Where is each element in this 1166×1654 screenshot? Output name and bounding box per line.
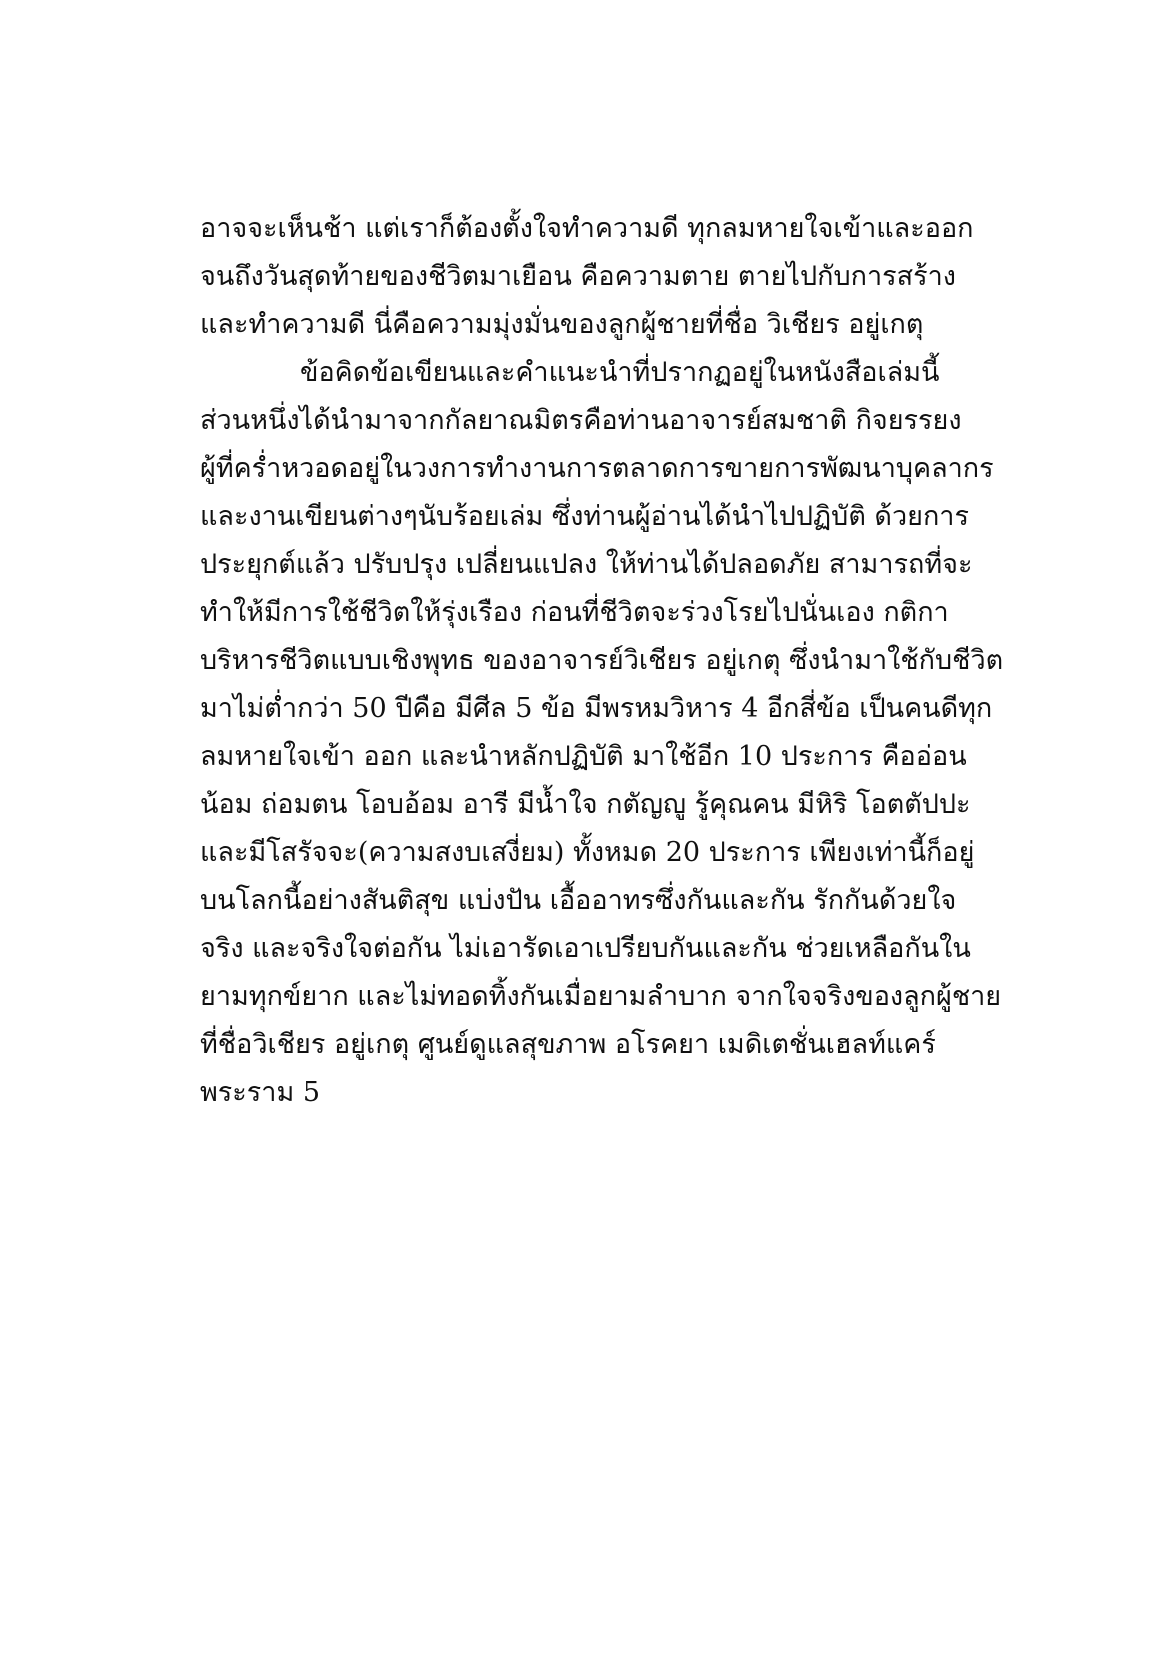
text-line-10: บริหารชีวิตแบบเชิงพุทธ ของอาจารย์วิเชียร อยู่เกตุ ซึ่งนำมาใช้กับชีวิต — [200, 645, 1004, 676]
text-line-3: และทำความดี นี่คือความมุ่งมั่นของลูกผู้ชายที่ชื่อ วิเชียร อยู่เกตุ — [200, 309, 924, 340]
text-line-5: ส่วนหนึ่งได้นำมาจากกัลยาณมิตรคือท่านอาจารย์สมชาติ กิจยรรยง — [200, 405, 962, 436]
text-line-6: ผู้ที่คร่ำหวอดอยู่ในวงการทำงานการตลาดการขายการพัฒนาบุคลากร — [200, 453, 994, 484]
text-line-16: จริง และจริงใจต่อกัน ไม่เอารัดเอาเปรียบกันและกัน ช่วยเหลือกันใน — [200, 933, 971, 964]
text-line-15: บนโลกนี้อย่างสันติสุข แบ่งปัน เอื้ออาทรซึ่งกันและกัน รักกันด้วยใจ — [200, 885, 957, 916]
text-line-13: น้อม ถ่อมตน โอบอ้อม อารี มีน้ำใจ กตัญญู รู้คุณคน มีหิริ โอตตัปปะ — [200, 789, 971, 820]
text-line-7: และงานเขียนต่างๆนับร้อยเล่ม ซึ่งท่านผู้อ่านได้นำไปปฏิบัติ ด้วยการ — [200, 501, 969, 532]
text-line-9: ทำให้มีการใช้ชีวิตให้รุ่งเรือง ก่อนที่ชีวิตจะร่วงโรยไปนั่นเอง กติกา — [200, 597, 949, 628]
text-line-17: ยามทุกข์ยาก และไม่ทอดทิ้งกันเมื่อยามลำบาก จากใจจริงของลูกผู้ชาย — [200, 981, 1002, 1012]
text-line-2: จนถึงวันสุดท้ายของชีวิตมาเยือน คือความตาย ตายไปกับการสร้าง — [200, 261, 956, 292]
body-text — [200, 205, 1004, 1117]
text-line-19: พระราม 5 — [200, 1077, 321, 1108]
text-line-8: ประยุกต์แล้ว ปรับปรุง เปลี่ยนแปลง ให้ท่านได้ปลอดภัย สามารถที่จะ — [200, 549, 973, 580]
text-line-12: ลมหายใจเข้า ออก และนำหลักปฏิบัติ มาใช้อีก 10 ประการ คืออ่อน — [200, 741, 967, 772]
text-line-4-paragraph-start: ข้อคิดข้อเขียนและคำแนะนำที่ปรากฏอยู่ในหนังสือเล่มนี้ — [300, 357, 940, 388]
text-line-18: ที่ชื่อวิเชียร อยู่เกตุ ศูนย์ดูแลสุขภาพ อโรคยา เมดิเตชั่นเฮลท์แคร์ — [200, 1029, 936, 1060]
text-line-11: มาไม่ต่ำกว่า 50 ปีคือ มีศีล 5 ข้อ มีพรหมวิหาร 4 อีกสี่ข้อ เป็นคนดีทุก — [200, 693, 993, 724]
text-line-1: อาจจะเห็นช้า แต่เราก็ต้องตั้งใจทำความดี ทุกลมหายใจเข้าและออก — [200, 213, 974, 244]
text-line-14: และมีโสรัจจะ(ความสงบเสงี่ยม) ทั้งหมด 20 ประการ เพียงเท่านี้ก็อยู่ — [200, 837, 975, 868]
